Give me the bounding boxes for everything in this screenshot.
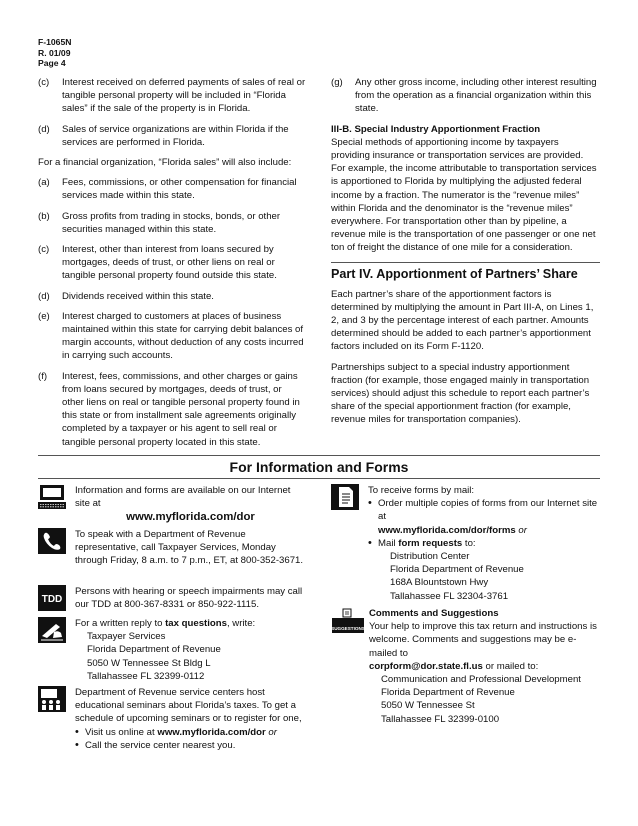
seminars-block: Department of Revenue service centers host educational seminars about Florida’s taxes. To get a schedule of upcoming seminars or to register for one, • Visit us online at www.myflorida.com/dor or • Call the service center nearest you. (38, 686, 306, 752)
list-item: (b) Gross profits from trading in stocks, bonds, or other securities managed within this state. (38, 210, 281, 235)
list-item: • Visit us online at www.myflorida.com/dor or (75, 725, 277, 738)
tdd-block: TDD Persons with hearing or speech impairments may call our TDD at 800-367-8331 or 850-922-1115. (38, 585, 306, 611)
internet-block: Information and forms are available on our Internet site at www.myflorida.com/dor (38, 484, 306, 525)
list-item: (a) Fees, commissions, or other compensation for financial services made within this state. (38, 177, 297, 202)
address-line: 168A Blountstown Hwy (390, 577, 489, 589)
list-item: • Order multiple copies of forms from our Internet site at www.myflorida.com/dor/forms or (368, 497, 598, 536)
tdd-icon (38, 585, 66, 611)
left-column (38, 76, 306, 456)
address-line: Communication and Professional Development (381, 674, 581, 686)
website-link[interactable]: www.myflorida.com/dor (157, 726, 266, 738)
form-document-icon (331, 484, 359, 510)
address-line: Tallahassee FL 32304-3761 (390, 590, 509, 602)
list-item: (c) Interest, other than interest from loans secured by mortgages, deeds of trust, or other liens on real or tangible personal property found outside this state. (38, 244, 277, 282)
info-divider (38, 478, 600, 479)
list-item: (e) Interest charged to customers at places of business maintained within this state for carrying debit balances of margin accounts, without deduction of any costs incurred in carrying such accounts. (38, 310, 304, 362)
list-item: (d) Dividends received within this state. (38, 290, 214, 302)
address-line: Florida Department of Revenue (381, 687, 515, 699)
address-line: 5050 W Tennessee St (381, 700, 475, 712)
financial-intro: For a financial organization, “Florida sales” will also include: (38, 157, 292, 169)
comments-title: Comments and Suggestions (369, 608, 499, 619)
part-4-title: Part IV. Apportionment of Partners’ Share (331, 262, 600, 282)
address-line: Tallahassee FL 32399-0112 (87, 670, 205, 682)
forms-link[interactable]: www.myflorida.com/dor/forms (378, 524, 516, 536)
svg-text:SUGGESTIONS: SUGGESTIONS (331, 626, 365, 631)
phone-block: To speak with a Department of Revenue representative, call Taxpayer Services, Monday through Friday, 8 a.m. to 7 p.m., ET, at 800-352-3671. (38, 528, 306, 568)
list-item: (d) Sales of service organizations are within Florida if the services are performed in Florida. (38, 123, 289, 148)
address-line: Tallahassee FL 32399-0100 (381, 713, 500, 725)
svg-text:TDD: TDD (41, 594, 63, 605)
address-line: Florida Department of Revenue (87, 644, 221, 656)
part-4-paragraph: Each partner’s share of the apportionment factors is determined by multiplying the amount in Part III-A, on Lines 1, 2, and 3 by the percentage interest of each partner. Amounts determined should be added to each partner’s apportionment factors included on its Form F-1120. (331, 288, 594, 353)
page-number: Page 4 (38, 58, 66, 69)
computer-icon (38, 484, 66, 510)
page-header (38, 37, 71, 69)
info-title: For Information and Forms (229, 459, 409, 475)
address-line: Taxpayer Services (87, 631, 166, 643)
section-3b-title: III-B. Special Industry Apportionment Fraction (331, 123, 541, 135)
list-item: • Mail form requests to: Distribution Center Florida Department of Revenue 168A Blountstown Hwy Tallahassee FL 32304-3761 (368, 536, 524, 602)
writing-hand-icon (38, 617, 66, 643)
revision: R. 01/09 (38, 47, 71, 58)
email-link[interactable]: corpform@dor.state.fl.us (369, 660, 483, 672)
written-reply-block: For a written reply to tax questions, write: Taxpayer Services Florida Department of Revenue 5050 W Tennessee St Bldg L Tallahassee FL 32399-0112 (38, 617, 306, 683)
website-link[interactable]: www.myflorida.com/dor (126, 511, 255, 524)
right-column (331, 76, 600, 434)
phone-icon (38, 528, 66, 554)
suggestions-box-icon (331, 607, 365, 633)
seminar-icon (38, 686, 66, 712)
address-line: 5050 W Tennessee St Bldg L (87, 657, 211, 669)
section-3b (331, 123, 600, 255)
part-4-paragraph: Partnerships subject to a special industry apportionment fraction (for example, those engaged mainly in transportation services) should adjust this schedule to report each partner’s share of the special apportionment fraction (for example, revenue miles for transportation companies). (331, 361, 590, 426)
address-line: Florida Department of Revenue (390, 564, 524, 576)
mail-forms-block: To receive forms by mail: • Order multiple copies of forms from our Internet site at www.myflorida.com/dor/forms or • Mail form requests to: Distribution Center Florida Department of Revenue 168A Blountstown Hwy Tallahassee FL 32304-3761 (331, 484, 600, 603)
info-divider (38, 455, 600, 456)
list-item: (f) Interest, fees, commissions, and other charges or gains from loans secured by mortgages, deeds of trust, or other liens on real or tangible personal property found in this state or from installment sale agreements originally completed by a taxpayer or his agent to sell real or tangible personal property located in this state. (38, 370, 300, 448)
form-number: F-1065N (38, 37, 72, 47)
list-item: (g) Any other gross income, including other interest resulting from the operation as a financial organization within this state. (331, 77, 597, 115)
list-item: (c) Interest received on deferred payments of sales of real or tangible personal property will be included in “Florida sales” if the sale of the property is in Florida. (38, 77, 306, 115)
list-item: • Call the service center nearest you. (75, 738, 236, 751)
section-3b-text: Special methods of apportioning income by taxpayers providing insurance or transportation services are provided. For example, the income attributable to transportation services is apportioned to Florida by multiplying the adjusted federal income by a fraction. The numerator is the “revenue miles” within Florida and the denominator is the “revenue miles” everywhere. For transportation other than by pipeline, a revenue mile is the transportation of one passenger or one net ton of freight the distance of one mile for a consideration. (331, 136, 597, 254)
address-line: Distribution Center (390, 551, 470, 563)
comments-block: SUGGESTIONS Comments and Suggestions Your help to improve this tax return and instructions is welcome. Comments and suggestions may be e-mailed to corpform@dor.state.fl.us or mailed to: Communication and Professional Development Florida Department of Revenue 5050 W Tennessee St Tallahassee FL 32399-0100 (331, 607, 600, 726)
